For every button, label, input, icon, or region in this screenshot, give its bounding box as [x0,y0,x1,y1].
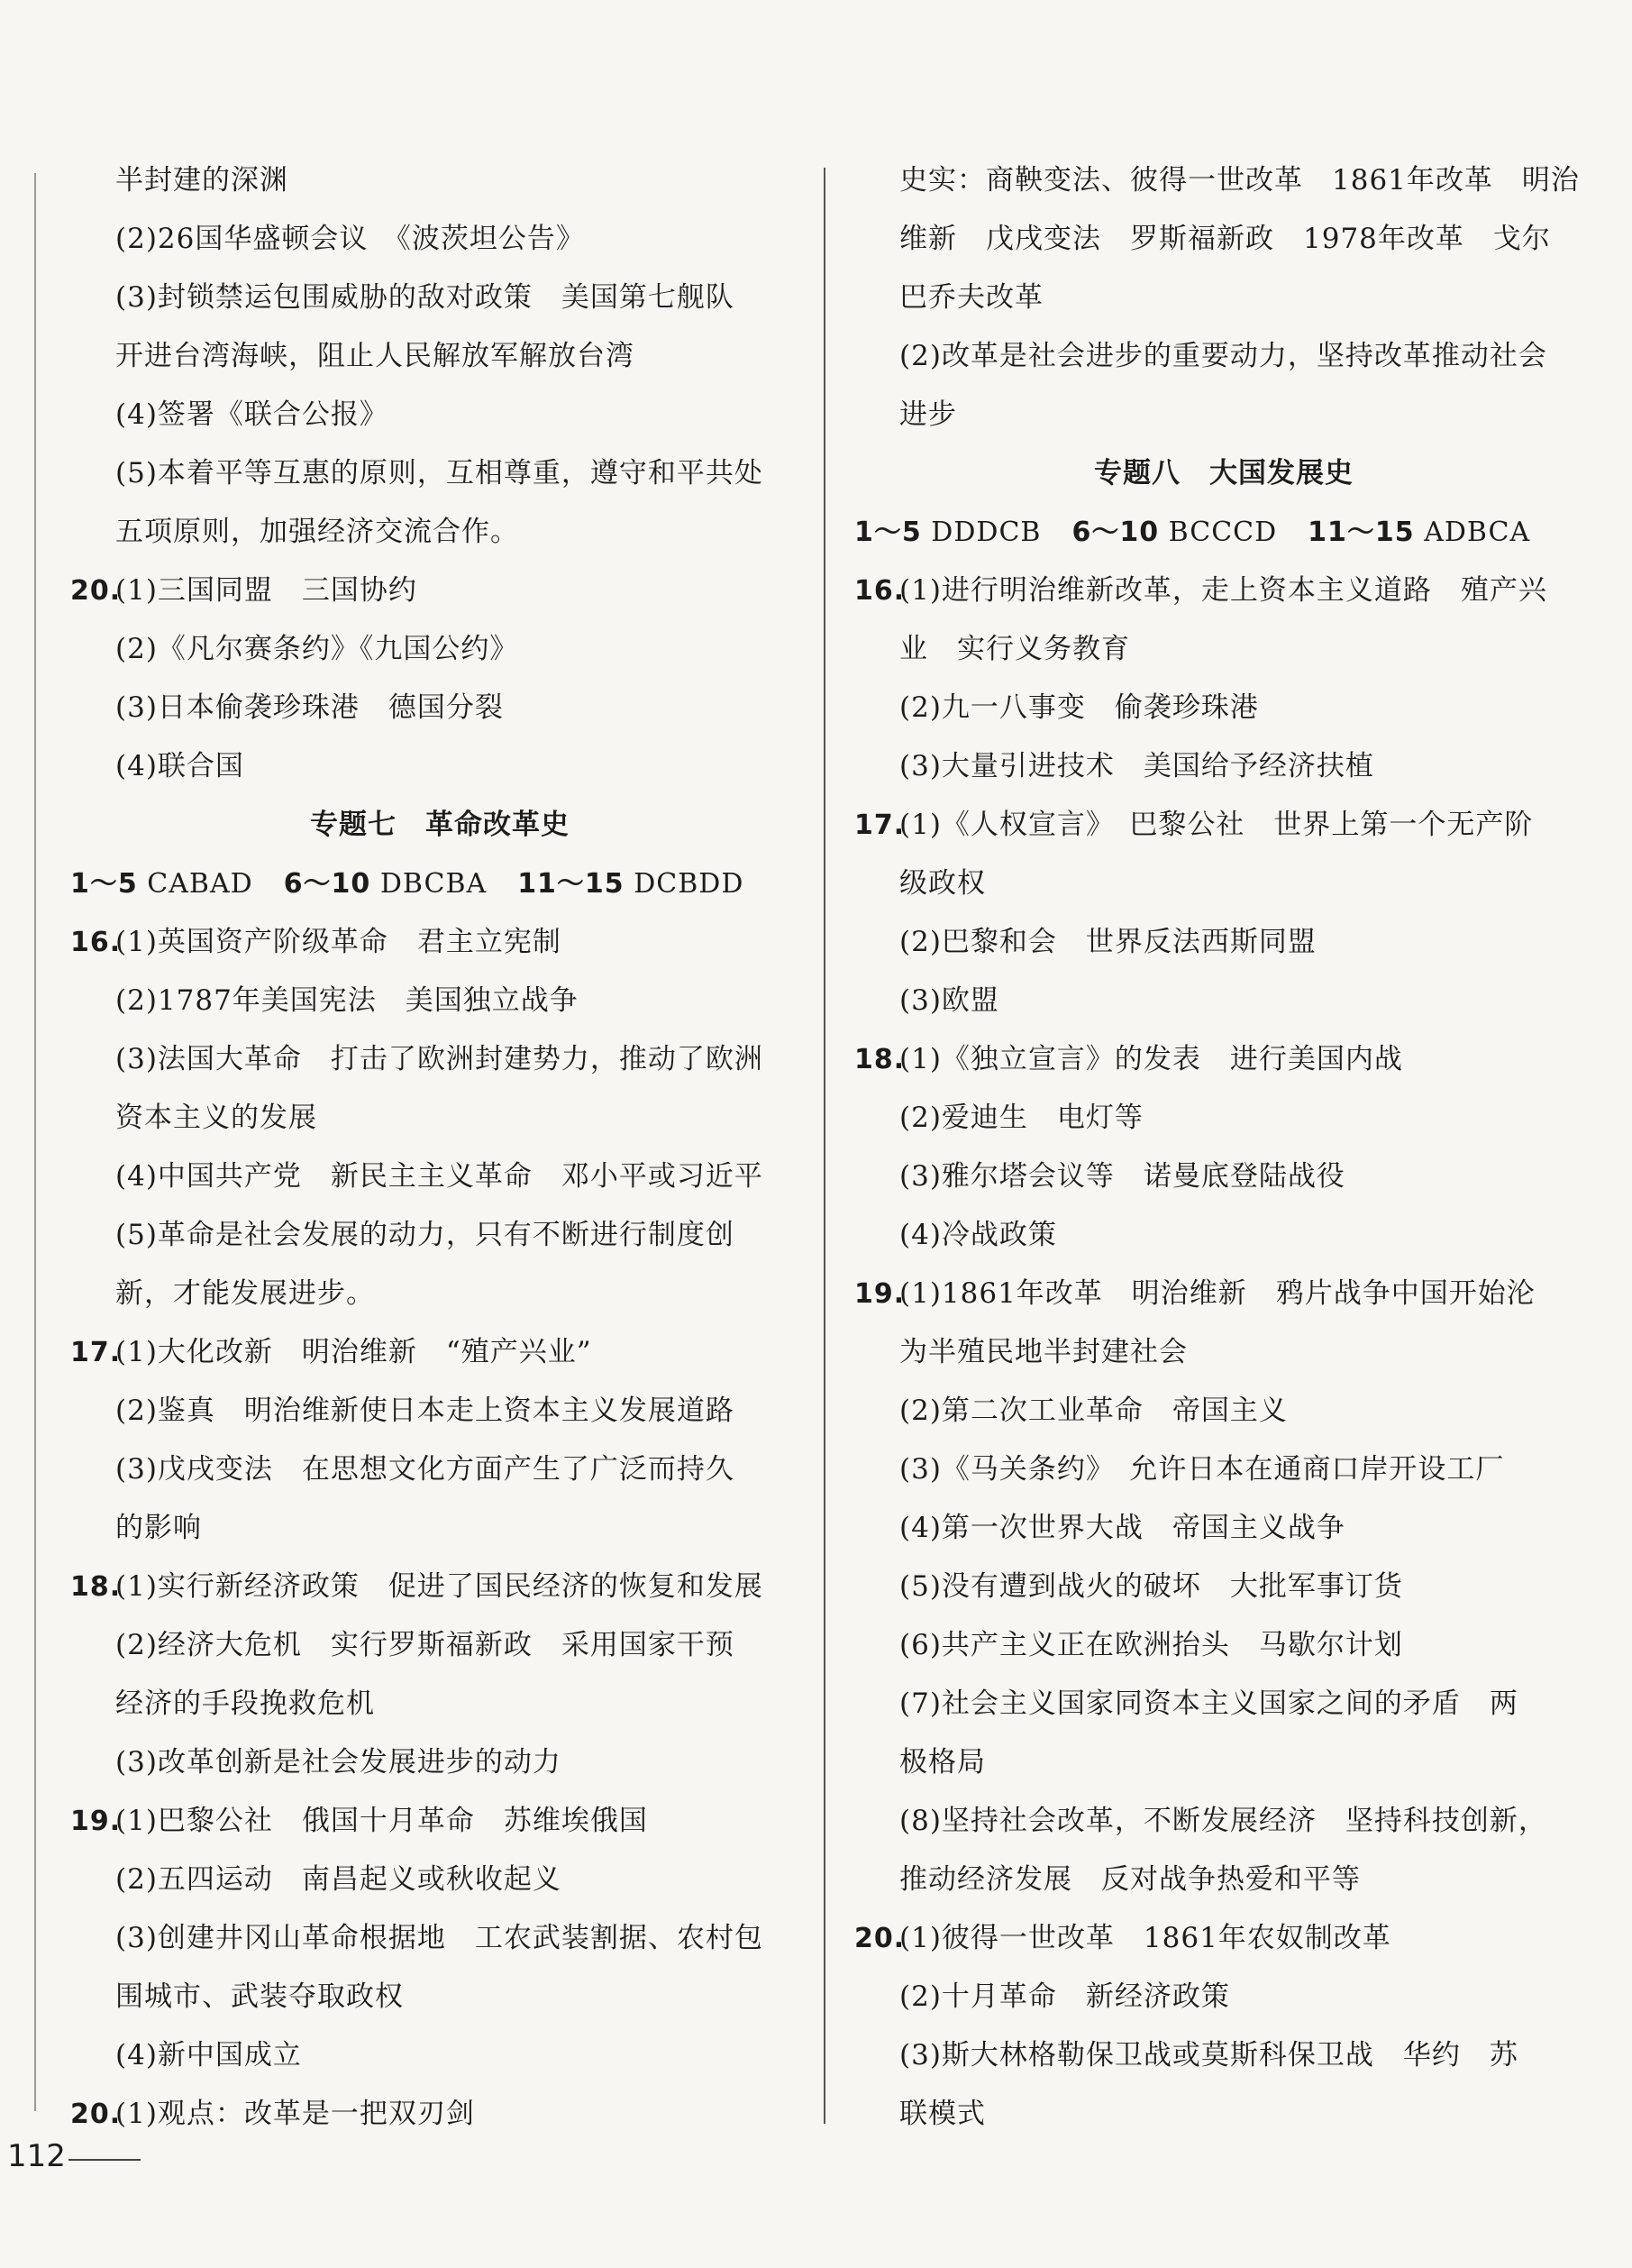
answer-line: 新，才能发展进步。 [115,1277,375,1310]
right-column [854,151,1593,2144]
answer-text: (1)英国资产阶级革命 君主立宪制 [115,926,561,958]
answer-line: (3)法国大革命 打击了欧洲封建势力，推动了欧洲 [115,1043,763,1075]
answer-line: (2)《凡尔赛条约》《九国公约》 [115,633,519,665]
answer-line [70,562,809,620]
answer-line [854,1909,1593,1968]
answer-line [70,1558,809,1616]
answer-line: 业 实行义务教育 [899,633,1130,665]
answer-line: (4)签署《联合公报》 [115,398,388,431]
answer-line: (3)封锁禁运包围威胁的敌对政策 美国第七舰队 [115,281,734,314]
question-range: 1～5 [70,868,138,900]
answer-text: (1)观点：改革是一把双刃剑 [115,2098,475,2130]
binding-margin-line [34,173,36,2111]
answer-line: (5)没有遭到战火的破坏 大批军事订货 [899,1570,1403,1603]
answer-line: 巴乔夫改革 [899,281,1044,314]
answer-line: 为半殖民地半封建社会 [899,1336,1188,1368]
answer-text: (1)进行明治维新改革，走上资本主义道路 殖产兴 [899,574,1547,607]
answer-line: 经济的手段挽救危机 [115,1687,375,1720]
answer-line: (2)鉴真 明治维新使日本走上资本主义发展道路 [115,1395,734,1427]
answer-line: (2)巴黎和会 世界反法西斯同盟 [899,926,1317,958]
answer-line [854,796,1593,855]
answer-line: (2)爱迪生 电灯等 [899,1102,1144,1134]
answer-line: (2)26国华盛顿会议 《波茨坦公告》 [115,223,585,255]
answer-line: (2)十月革命 新经济政策 [899,1980,1230,2013]
answer-text: (1)《人权宣言》 巴黎公社 世界上第一个无产阶 [899,809,1534,841]
answer-line: (3)大量引进技术 美国给予经济扶植 [899,750,1374,782]
column-divider [824,168,825,2124]
question-range: 11～15 [517,868,625,900]
choice-answers: BCCCD [1168,517,1278,548]
question-number: 18. [854,1044,906,1075]
question-number: 16. [854,575,906,607]
answer-line: (3)创建井冈山革命根据地 工农武装割据、农村包 [115,1922,763,1954]
answer-line: (3)《马关条约》 允许日本在通商口岸开设工厂 [899,1453,1505,1486]
answer-line: (3)戊戌变法 在思想文化方面产生了广泛而持久 [115,1453,734,1486]
answer-line: 级政权 [899,867,986,900]
answer-text: (1)彼得一世改革 1861年农奴制改革 [899,1922,1391,1954]
answer-text: (1)《独立宣言》的发表 进行美国内战 [899,1043,1403,1075]
answer-line: (3)日本偷袭珍珠港 德国分裂 [115,691,504,724]
page-number-rule [68,2159,141,2161]
answer-line: (5)革命是社会发展的动力，只有不断进行制度创 [115,1219,734,1251]
answer-line [70,1323,809,1382]
answer-line: (4)第一次世界大战 帝国主义战争 [899,1512,1345,1544]
answer-line: (2)1787年美国宪法 美国独立战争 [115,984,579,1017]
question-number: 20. [854,1923,906,1954]
answer-line: (3)欧盟 [899,984,999,1017]
answer-line [854,1030,1593,1089]
answer-line: (2)九一八事变 偷袭珍珠港 [899,691,1259,724]
multiple-choice-answers [70,855,809,913]
question-number: 20. [70,575,122,607]
section-heading: 专题八 大国发展史 [1094,457,1354,489]
question-range: 6～10 [1071,517,1160,548]
question-number: 20. [70,2099,122,2130]
answer-line [854,1265,1593,1323]
answer-line [70,1792,809,1851]
answer-line: 极格局 [899,1746,986,1779]
answer-text: (1)1861年改革 明治维新 鸦片战争中国开始沦 [899,1277,1536,1310]
answer-text: (1)大化改新 明治维新 “殖产兴业” [115,1336,592,1368]
answer-text: (1)巴黎公社 俄国十月革命 苏维埃俄国 [115,1805,648,1837]
answer-line: 资本主义的发展 [115,1102,317,1134]
answer-line: (5)本着平等互惠的原则，互相尊重，遵守和平共处 [115,457,763,489]
answer-line [854,562,1593,620]
answer-line: (2)经济大危机 实行罗斯福新政 采用国家干预 [115,1629,734,1661]
question-number: 16. [70,927,122,958]
answer-line: (6)共产主义正在欧洲抬头 马歇尔计划 [899,1629,1403,1661]
answer-line: 推动经济发展 反对战争热爱和平等 [899,1863,1361,1896]
question-range: 1～5 [854,517,922,548]
answer-line: (3)斯大林格勒保卫战或莫斯科保卫战 华约 苏 [899,2039,1518,2071]
answer-line: (8)坚持社会改革，不断发展经济 坚持科技创新， [899,1805,1547,1837]
answer-line: (2)五四运动 南昌起义或秋收起义 [115,1863,561,1896]
answer-line: 维新 戊戌变法 罗斯福新政 1978年改革 戈尔 [899,223,1551,255]
answer-line: (4)联合国 [115,750,244,782]
question-number: 17. [854,809,906,841]
answer-line: (3)改革创新是社会发展进步的动力 [115,1746,561,1779]
question-number: 18. [70,1571,122,1603]
question-range: 6～10 [283,868,371,900]
answer-line: 进步 [899,398,957,431]
answer-line [70,2085,809,2144]
answer-line: 五项原则，加强经济交流合作。 [115,516,519,548]
answer-line: 半封建的深渊 [115,164,288,197]
choice-answers: ADBCA [1424,517,1531,548]
answer-line: (2)第二次工业革命 帝国主义 [899,1395,1288,1427]
answer-line: (4)新中国成立 [115,2039,302,2071]
answer-line: (2)改革是社会进步的重要动力，坚持改革推动社会 [899,340,1547,372]
choice-answers: DDDCB [931,517,1042,548]
answer-line: (7)社会主义国家同资本主义国家之间的矛盾 两 [899,1687,1518,1720]
answer-line: 的影响 [115,1512,202,1544]
section-heading: 专题七 革命改革史 [310,809,570,841]
answer-line: 史实：商鞅变法、彼得一世改革 1861年改革 明治 [899,164,1580,197]
answer-line: 联模式 [899,2098,986,2130]
multiple-choice-answers [854,503,1593,562]
choice-answers: CABAD [147,868,253,900]
answer-text: (1)实行新经济政策 促进了国民经济的恢复和发展 [115,1570,763,1603]
answer-line: (3)雅尔塔会议等 诺曼底登陆战役 [899,1160,1345,1193]
left-column [70,151,809,2144]
answer-line [70,913,809,972]
page-number: 112 [7,2138,66,2174]
answer-line: 开进台湾海峡，阻止人民解放军解放台湾 [115,340,634,372]
question-range: 11～15 [1308,517,1415,548]
answer-line: 围城市、武装夺取政权 [115,1980,404,2013]
answer-text: (1)三国同盟 三国协约 [115,574,417,607]
question-number: 17. [70,1337,122,1368]
answer-line: (4)中国共产党 新民主主义革命 邓小平或习近平 [115,1160,763,1193]
choice-answers: DCBDD [634,868,744,900]
question-number: 19. [854,1278,906,1310]
answer-line: (4)冷战政策 [899,1219,1057,1251]
choice-answers: DBCBA [379,868,488,900]
question-number: 19. [70,1806,122,1837]
